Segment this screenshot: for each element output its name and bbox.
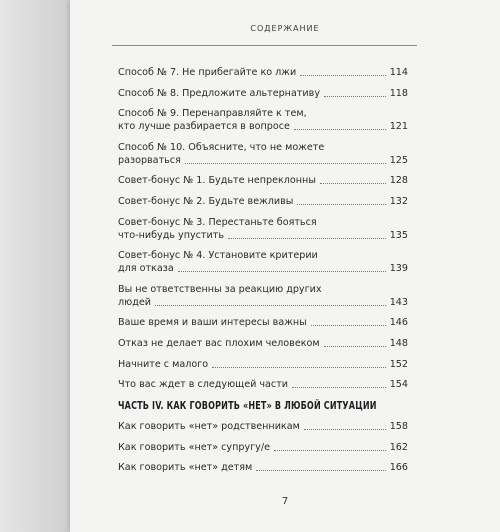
toc-entry-title: Совет-бонус № 3. Перестаньте бояться — [118, 216, 317, 228]
toc-entry — [118, 107, 408, 133]
dot-leader — [155, 305, 386, 306]
toc-entry-title: Отказ не делает вас плохим человеком — [118, 337, 320, 349]
toc-entry-title: Вы не ответственны за реакцию других — [118, 283, 322, 295]
toc-entry-page: 132 — [389, 195, 408, 207]
toc-entry-title: Как говорить «нет» родственникам — [118, 421, 300, 432]
page-number: 7 — [281, 496, 289, 507]
toc-entry — [118, 358, 408, 371]
toc-entry — [118, 249, 408, 275]
header-rule — [112, 45, 417, 46]
dot-leader — [256, 470, 385, 471]
toc-entry-title: Способ № 10. Объясните, что не можете — [118, 141, 325, 153]
toc-entry-title: Как говорить «нет» супругу/е — [118, 441, 270, 453]
dot-leader — [274, 450, 386, 451]
toc-entry — [118, 441, 408, 454]
toc-entry-title: кто лучше разбирается в вопросе — [118, 121, 290, 133]
toc-entry-page: 158 — [389, 421, 408, 432]
toc-entry-title: людей — [118, 296, 151, 308]
toc-entry — [118, 216, 408, 242]
toc-entry-page: 128 — [389, 175, 408, 187]
toc-entry-title: Совет-бонус № 1. Будьте непреклонны — [118, 175, 316, 187]
toc-entry — [118, 174, 408, 187]
dot-leader — [292, 387, 386, 388]
toc-entry — [118, 141, 408, 167]
toc-entry-title: Способ № 7. Не прибегайте ко лжи — [118, 67, 297, 78]
toc-entry — [118, 195, 408, 208]
toc-entry — [118, 87, 408, 100]
dot-leader — [297, 204, 385, 205]
toc-entry-page: 162 — [389, 441, 408, 453]
dot-leader — [324, 346, 386, 347]
dot-leader — [324, 96, 386, 97]
toc-entry-page: 146 — [389, 317, 408, 329]
toc-entry-title: Начните с малого — [118, 358, 209, 370]
part-toc-list — [118, 420, 408, 482]
toc-entry — [118, 316, 408, 329]
dot-leader — [311, 325, 386, 326]
toc-entry-page: 125 — [389, 154, 408, 166]
toc-entry-title: Способ № 9. Перенаправляйте к тем, — [118, 108, 307, 120]
page-gutter — [0, 0, 70, 532]
toc-entry-page: 135 — [389, 229, 408, 241]
toc-entry-page: 166 — [389, 462, 408, 474]
toc-entry-title: Ваше время и ваши интересы важны — [118, 317, 307, 329]
dot-leader — [185, 163, 386, 164]
toc-entry-page: 154 — [389, 379, 408, 391]
toc-entry-title: Как говорить «нет» детям — [118, 462, 253, 474]
toc-entry-title: Способ № 8. Предложите альтернативу — [118, 87, 320, 99]
toc-entry-title: разорваться — [118, 154, 181, 166]
toc-entry-page: 121 — [389, 121, 408, 133]
section-header: СОДЕРЖАНИЕ — [250, 24, 320, 33]
toc-entry — [118, 337, 408, 350]
dot-leader — [228, 238, 386, 239]
toc-entry — [118, 66, 408, 79]
toc-entry-page: 143 — [389, 296, 408, 308]
dot-leader — [178, 271, 386, 272]
dot-leader — [212, 367, 386, 368]
toc-entry-page: 139 — [389, 263, 408, 275]
toc-entry-title: для отказа — [118, 263, 174, 275]
part-title: ЧАСТЬ IV. КАК ГОВОРИТЬ «НЕТ» В ЛЮБОЙ СИТУАЦИИ — [118, 400, 377, 412]
toc-list — [118, 66, 408, 399]
dot-leader — [294, 129, 386, 130]
toc-entry — [118, 283, 408, 309]
toc-entry-title: Что вас ждет в следующей части — [118, 379, 289, 391]
toc-entry-title: Совет-бонус № 4. Установите критерии — [118, 250, 318, 262]
toc-entry-title: что-нибудь упустить — [118, 229, 224, 241]
book-page — [70, 0, 500, 532]
toc-entry-title: Совет-бонус № 2. Будьте вежливы — [118, 195, 294, 207]
toc-entry-page: 118 — [389, 87, 408, 99]
dot-leader — [304, 429, 386, 430]
toc-entry-page: 152 — [389, 358, 408, 370]
toc-entry — [118, 378, 408, 391]
dot-leader — [300, 75, 386, 76]
toc-entry — [118, 420, 408, 433]
toc-entry — [118, 461, 408, 474]
toc-entry-page: 114 — [389, 67, 408, 78]
dot-leader — [320, 183, 386, 184]
toc-entry-page: 148 — [389, 337, 408, 349]
